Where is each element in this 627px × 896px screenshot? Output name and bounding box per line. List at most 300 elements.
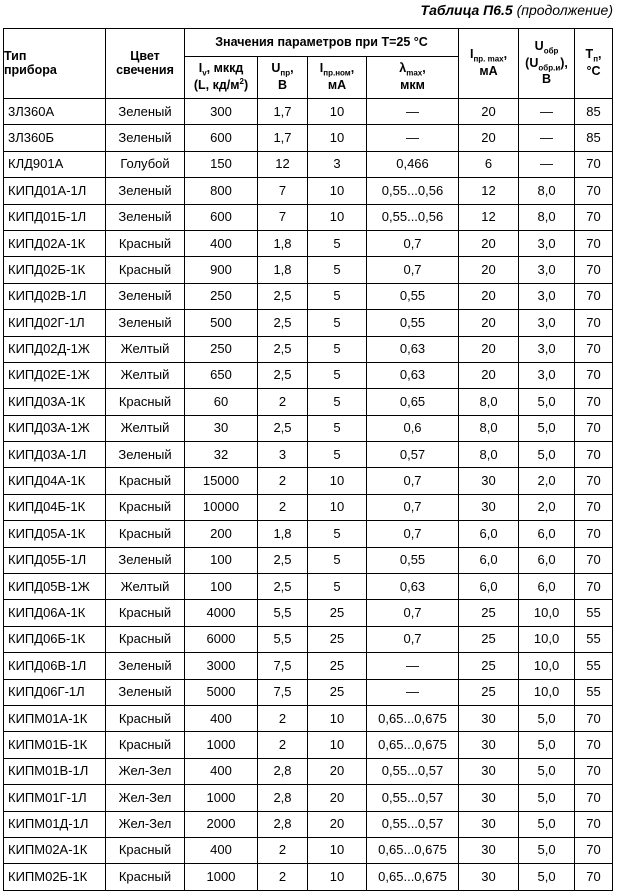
cell-u-pr: 7,5: [258, 653, 308, 679]
cell-lambda: —: [367, 653, 459, 679]
header-u-obr: $U_{обр}$ $(U_{обр.и})$, В: [519, 29, 575, 99]
cell-u-obr: 5,0: [519, 705, 575, 731]
cell-ipr-max: 30: [459, 864, 519, 890]
caption-title: Таблица П6.5: [420, 2, 513, 18]
cell-u-pr: 2,8: [258, 785, 308, 811]
cell-tp: 70: [575, 837, 613, 863]
cell-lambda: 0,63: [367, 336, 459, 362]
header-ipr-max: $I_{пр. max}$, мА: [459, 29, 519, 99]
cell-lambda: 0,55...0,56: [367, 178, 459, 204]
cell-type: КИПД04Б-1К: [4, 494, 106, 520]
parameters-table: [3, 28, 613, 891]
cell-u-obr: 2,0: [519, 494, 575, 520]
cell-type: КИПД02А-1К: [4, 230, 106, 256]
cell-u-pr: 7: [258, 178, 308, 204]
cell-tp: 70: [575, 178, 613, 204]
cell-type: КИПД03А-1К: [4, 389, 106, 415]
cell-type: КЛД901А: [4, 151, 106, 177]
cell-type: КИПД02В-1Л: [4, 283, 106, 309]
cell-ipr-max: 30: [459, 732, 519, 758]
cell-ipr-max: 20: [459, 362, 519, 388]
cell-u-obr: 3,0: [519, 362, 575, 388]
cell-u-obr: 3,0: [519, 283, 575, 309]
header-tp: $T_п$, °C: [575, 29, 613, 99]
cell-u-obr: 3,0: [519, 310, 575, 336]
cell-u-pr: 2,5: [258, 415, 308, 441]
cell-lambda: —: [367, 99, 459, 125]
cell-lambda: 0,7: [367, 230, 459, 256]
table-row: [4, 864, 613, 890]
cell-lambda: —: [367, 679, 459, 705]
cell-iv: 400: [185, 705, 258, 731]
cell-tp: 70: [575, 336, 613, 362]
cell-lambda: 0,7: [367, 600, 459, 626]
cell-type: КИПМ01А-1К: [4, 705, 106, 731]
cell-iv: 250: [185, 283, 258, 309]
cell-lambda: 0,7: [367, 494, 459, 520]
cell-ipr-nom: 10: [308, 864, 367, 890]
cell-color: Зеленый: [106, 310, 185, 336]
cell-ipr-max: 25: [459, 626, 519, 652]
cell-type: КИПД04А-1К: [4, 468, 106, 494]
cell-u-pr: 2: [258, 705, 308, 731]
cell-u-obr: 8,0: [519, 204, 575, 230]
header-group: Значения параметров при T=25 °C: [185, 29, 459, 57]
cell-iv: 150: [185, 151, 258, 177]
cell-ipr-nom: 10: [308, 204, 367, 230]
table-row: [4, 679, 613, 705]
cell-color: Желтый: [106, 336, 185, 362]
cell-iv: 250: [185, 336, 258, 362]
cell-ipr-max: 20: [459, 99, 519, 125]
cell-u-obr: 5,0: [519, 389, 575, 415]
cell-type: КИПД06Б-1К: [4, 626, 106, 652]
cell-lambda: 0,55: [367, 310, 459, 336]
table-row: [4, 600, 613, 626]
cell-tp: 70: [575, 389, 613, 415]
cell-type: КИПМ01В-1Л: [4, 758, 106, 784]
cell-lambda: 0,65: [367, 389, 459, 415]
cell-type: КИПД02Б-1К: [4, 257, 106, 283]
cell-u-pr: 2: [258, 494, 308, 520]
cell-color: Красный: [106, 626, 185, 652]
cell-color: Жел-Зел: [106, 758, 185, 784]
cell-color: Зеленый: [106, 99, 185, 125]
cell-tp: 70: [575, 415, 613, 441]
cell-u-pr: 2,5: [258, 574, 308, 600]
cell-ipr-max: 20: [459, 336, 519, 362]
cell-ipr-nom: 5: [308, 283, 367, 309]
cell-iv: 400: [185, 230, 258, 256]
cell-type: КИПД06Г-1Л: [4, 679, 106, 705]
cell-type: КИПД02Г-1Л: [4, 310, 106, 336]
table-row: [4, 758, 613, 784]
cell-u-obr: 3,0: [519, 257, 575, 283]
cell-type: КИПМ01Г-1Л: [4, 785, 106, 811]
table-row: [4, 257, 613, 283]
cell-iv: 800: [185, 178, 258, 204]
cell-ipr-nom: 5: [308, 230, 367, 256]
cell-iv: 300: [185, 99, 258, 125]
cell-tp: 70: [575, 310, 613, 336]
cell-iv: 500: [185, 310, 258, 336]
cell-u-obr: 5,0: [519, 415, 575, 441]
cell-color: Красный: [106, 521, 185, 547]
cell-iv: 3000: [185, 653, 258, 679]
cell-lambda: 0,55: [367, 283, 459, 309]
cell-u-pr: 2: [258, 864, 308, 890]
cell-u-pr: 2,8: [258, 811, 308, 837]
cell-ipr-max: 6,0: [459, 574, 519, 600]
cell-tp: 70: [575, 732, 613, 758]
cell-ipr-nom: 5: [308, 389, 367, 415]
cell-iv: 2000: [185, 811, 258, 837]
cell-ipr-nom: 10: [308, 125, 367, 151]
cell-type: 3Л360Б: [4, 125, 106, 151]
cell-u-obr: 6,0: [519, 574, 575, 600]
cell-tp: 70: [575, 547, 613, 573]
cell-u-pr: 2: [258, 468, 308, 494]
cell-lambda: 0,466: [367, 151, 459, 177]
table-row: [4, 653, 613, 679]
cell-tp: 70: [575, 494, 613, 520]
cell-tp: 70: [575, 574, 613, 600]
table-row: [4, 705, 613, 731]
table-row: [4, 468, 613, 494]
header-color: Цвет свечения: [106, 29, 185, 99]
cell-iv: 200: [185, 521, 258, 547]
cell-type: КИПД03А-1Ж: [4, 415, 106, 441]
cell-lambda: 0,55...0,57: [367, 785, 459, 811]
cell-color: Красный: [106, 705, 185, 731]
cell-ipr-max: 6,0: [459, 547, 519, 573]
cell-iv: 1000: [185, 785, 258, 811]
cell-lambda: 0,57: [367, 442, 459, 468]
cell-ipr-max: 30: [459, 837, 519, 863]
cell-color: Желтый: [106, 415, 185, 441]
cell-ipr-nom: 10: [308, 494, 367, 520]
cell-ipr-nom: 25: [308, 626, 367, 652]
cell-ipr-nom: 5: [308, 257, 367, 283]
cell-ipr-max: 20: [459, 257, 519, 283]
cell-tp: 70: [575, 230, 613, 256]
cell-u-pr: 2: [258, 389, 308, 415]
cell-color: Зеленый: [106, 653, 185, 679]
cell-ipr-max: 6: [459, 151, 519, 177]
cell-ipr-max: 30: [459, 758, 519, 784]
cell-ipr-max: 12: [459, 204, 519, 230]
cell-lambda: 0,55...0,57: [367, 811, 459, 837]
cell-type: КИПД01Б-1Л: [4, 204, 106, 230]
cell-u-pr: 7,5: [258, 679, 308, 705]
table-row: [4, 547, 613, 573]
cell-type: КИПД05В-1Ж: [4, 574, 106, 600]
table-caption: [421, 2, 613, 18]
table-row: [4, 574, 613, 600]
cell-tp: 55: [575, 679, 613, 705]
cell-ipr-nom: 25: [308, 653, 367, 679]
cell-color: Красный: [106, 864, 185, 890]
table-row: [4, 178, 613, 204]
table-row: [4, 125, 613, 151]
cell-ipr-max: 8,0: [459, 389, 519, 415]
cell-ipr-max: 30: [459, 705, 519, 731]
cell-lambda: 0,55...0,57: [367, 758, 459, 784]
table-row: [4, 837, 613, 863]
cell-color: Желтый: [106, 362, 185, 388]
cell-iv: 400: [185, 758, 258, 784]
cell-lambda: 0,7: [367, 468, 459, 494]
cell-ipr-max: 25: [459, 679, 519, 705]
cell-u-pr: 2: [258, 732, 308, 758]
cell-color: Красный: [106, 230, 185, 256]
cell-ipr-nom: 10: [308, 468, 367, 494]
cell-type: КИПМ02А-1К: [4, 837, 106, 863]
cell-ipr-max: 20: [459, 125, 519, 151]
cell-color: Жел-Зел: [106, 785, 185, 811]
cell-tp: 70: [575, 283, 613, 309]
cell-u-pr: 2,5: [258, 547, 308, 573]
cell-type: КИПМ01Б-1К: [4, 732, 106, 758]
cell-u-pr: 2,8: [258, 758, 308, 784]
cell-type: КИПД05А-1К: [4, 521, 106, 547]
cell-lambda: 0,65...0,675: [367, 732, 459, 758]
cell-u-pr: 2,5: [258, 310, 308, 336]
table-row: [4, 811, 613, 837]
table-row: [4, 626, 613, 652]
cell-color: Красный: [106, 468, 185, 494]
cell-tp: 85: [575, 99, 613, 125]
cell-tp: 70: [575, 785, 613, 811]
cell-ipr-nom: 5: [308, 310, 367, 336]
cell-ipr-nom: 10: [308, 837, 367, 863]
cell-iv: 6000: [185, 626, 258, 652]
cell-ipr-max: 20: [459, 283, 519, 309]
cell-u-obr: —: [519, 151, 575, 177]
cell-type: КИПД06А-1К: [4, 600, 106, 626]
cell-iv: 400: [185, 837, 258, 863]
cell-u-pr: 5,5: [258, 626, 308, 652]
cell-iv: 10000: [185, 494, 258, 520]
cell-lambda: —: [367, 125, 459, 151]
cell-ipr-max: 20: [459, 230, 519, 256]
cell-lambda: 0,63: [367, 362, 459, 388]
cell-iv: 5000: [185, 679, 258, 705]
cell-u-pr: 2: [258, 837, 308, 863]
cell-type: КИПД05Б-1Л: [4, 547, 106, 573]
cell-iv: 100: [185, 547, 258, 573]
table-row: [4, 204, 613, 230]
cell-u-obr: 6,0: [519, 521, 575, 547]
table-body: [4, 99, 613, 891]
header-type: Тип прибора: [4, 29, 106, 99]
cell-ipr-nom: 20: [308, 785, 367, 811]
cell-color: Зеленый: [106, 204, 185, 230]
cell-u-obr: 8,0: [519, 178, 575, 204]
cell-color: Красный: [106, 389, 185, 415]
cell-ipr-nom: 25: [308, 600, 367, 626]
table-row: [4, 494, 613, 520]
cell-ipr-nom: 5: [308, 415, 367, 441]
table-row: [4, 732, 613, 758]
cell-u-obr: 5,0: [519, 864, 575, 890]
cell-color: Зеленый: [106, 283, 185, 309]
cell-u-obr: 5,0: [519, 811, 575, 837]
cell-iv: 30: [185, 415, 258, 441]
cell-iv: 60: [185, 389, 258, 415]
cell-ipr-nom: 3: [308, 151, 367, 177]
cell-tp: 55: [575, 600, 613, 626]
cell-tp: 70: [575, 362, 613, 388]
table-row: [4, 99, 613, 125]
cell-u-pr: 1,8: [258, 257, 308, 283]
cell-u-obr: 10,0: [519, 679, 575, 705]
table-row: [4, 389, 613, 415]
cell-color: Красный: [106, 732, 185, 758]
cell-u-pr: 1,7: [258, 125, 308, 151]
cell-type: КИПМ01Д-1Л: [4, 811, 106, 837]
cell-ipr-max: 25: [459, 653, 519, 679]
table-row: [4, 283, 613, 309]
cell-u-obr: 3,0: [519, 336, 575, 362]
cell-tp: 70: [575, 468, 613, 494]
cell-ipr-nom: 5: [308, 336, 367, 362]
cell-lambda: 0,65...0,675: [367, 837, 459, 863]
cell-color: Красный: [106, 837, 185, 863]
cell-u-pr: 1,7: [258, 99, 308, 125]
cell-tp: 70: [575, 442, 613, 468]
cell-ipr-nom: 25: [308, 679, 367, 705]
table-row: [4, 310, 613, 336]
cell-color: Красный: [106, 257, 185, 283]
cell-ipr-max: 8,0: [459, 415, 519, 441]
cell-color: Зеленый: [106, 125, 185, 151]
cell-tp: 70: [575, 521, 613, 547]
cell-lambda: 0,7: [367, 521, 459, 547]
header-iv: $I_v$, мккд (L, $кд/м^2$): [185, 57, 258, 99]
cell-u-obr: 5,0: [519, 837, 575, 863]
table-row: [4, 151, 613, 177]
cell-tp: 55: [575, 626, 613, 652]
cell-ipr-max: 30: [459, 811, 519, 837]
cell-type: КИПД01А-1Л: [4, 178, 106, 204]
cell-tp: 85: [575, 125, 613, 151]
cell-u-obr: 10,0: [519, 653, 575, 679]
cell-iv: 4000: [185, 600, 258, 626]
cell-ipr-max: 8,0: [459, 442, 519, 468]
cell-color: Красный: [106, 494, 185, 520]
cell-iv: 1000: [185, 864, 258, 890]
cell-u-obr: 10,0: [519, 626, 575, 652]
cell-tp: 70: [575, 811, 613, 837]
cell-type: КИПД06В-1Л: [4, 653, 106, 679]
cell-color: Красный: [106, 600, 185, 626]
cell-tp: 55: [575, 653, 613, 679]
cell-lambda: 0,7: [367, 257, 459, 283]
cell-ipr-nom: 10: [308, 178, 367, 204]
table-row: [4, 230, 613, 256]
cell-u-obr: —: [519, 125, 575, 151]
cell-type: КИПД02Д-1Ж: [4, 336, 106, 362]
cell-ipr-max: 30: [459, 494, 519, 520]
cell-color: Зеленый: [106, 178, 185, 204]
cell-tp: 70: [575, 257, 613, 283]
cell-color: Зеленый: [106, 442, 185, 468]
cell-lambda: 0,6: [367, 415, 459, 441]
cell-iv: 600: [185, 125, 258, 151]
cell-iv: 100: [185, 574, 258, 600]
cell-u-pr: 1,8: [258, 521, 308, 547]
cell-lambda: 0,65...0,675: [367, 864, 459, 890]
cell-ipr-nom: 5: [308, 442, 367, 468]
cell-u-obr: 3,0: [519, 230, 575, 256]
cell-type: КИПД03А-1Л: [4, 442, 106, 468]
cell-iv: 900: [185, 257, 258, 283]
cell-ipr-max: 30: [459, 785, 519, 811]
cell-lambda: 0,55...0,56: [367, 204, 459, 230]
cell-lambda: 0,63: [367, 574, 459, 600]
cell-u-pr: 2,5: [258, 336, 308, 362]
cell-ipr-nom: 5: [308, 521, 367, 547]
cell-type: 3Л360А: [4, 99, 106, 125]
cell-ipr-max: 12: [459, 178, 519, 204]
cell-u-obr: 5,0: [519, 732, 575, 758]
table-row: [4, 521, 613, 547]
cell-ipr-nom: 5: [308, 362, 367, 388]
cell-ipr-nom: 10: [308, 705, 367, 731]
cell-iv: 600: [185, 204, 258, 230]
cell-u-pr: 12: [258, 151, 308, 177]
cell-u-pr: 7: [258, 204, 308, 230]
cell-lambda: 0,55: [367, 547, 459, 573]
cell-ipr-nom: 20: [308, 811, 367, 837]
cell-iv: 32: [185, 442, 258, 468]
table-row: [4, 362, 613, 388]
cell-u-obr: —: [519, 99, 575, 125]
cell-lambda: 0,65...0,675: [367, 705, 459, 731]
header-u-pr: $U_{пр}$, В: [258, 57, 308, 99]
cell-u-obr: 10,0: [519, 600, 575, 626]
cell-iv: 1000: [185, 732, 258, 758]
table-row: [4, 336, 613, 362]
cell-ipr-nom: 10: [308, 99, 367, 125]
cell-ipr-max: 25: [459, 600, 519, 626]
cell-u-obr: 5,0: [519, 785, 575, 811]
cell-u-obr: 5,0: [519, 442, 575, 468]
header-ipr-nom: $I_{пр.ном}$, мА: [308, 57, 367, 99]
table-row: [4, 415, 613, 441]
cell-type: КИПД02Е-1Ж: [4, 362, 106, 388]
cell-u-obr: 2,0: [519, 468, 575, 494]
cell-ipr-nom: 5: [308, 574, 367, 600]
cell-u-pr: 1,8: [258, 230, 308, 256]
cell-u-obr: 6,0: [519, 547, 575, 573]
cell-ipr-nom: 5: [308, 547, 367, 573]
cell-u-pr: 3: [258, 442, 308, 468]
cell-u-pr: 5,5: [258, 600, 308, 626]
cell-type: КИПМ02Б-1К: [4, 864, 106, 890]
cell-u-pr: 2,5: [258, 362, 308, 388]
cell-ipr-nom: 10: [308, 732, 367, 758]
cell-color: Жел-Зел: [106, 811, 185, 837]
cell-ipr-max: 6,0: [459, 521, 519, 547]
cell-tp: 70: [575, 758, 613, 784]
cell-tp: 70: [575, 204, 613, 230]
cell-color: Желтый: [106, 574, 185, 600]
table-row: [4, 785, 613, 811]
cell-color: Голубой: [106, 151, 185, 177]
cell-ipr-max: 30: [459, 468, 519, 494]
